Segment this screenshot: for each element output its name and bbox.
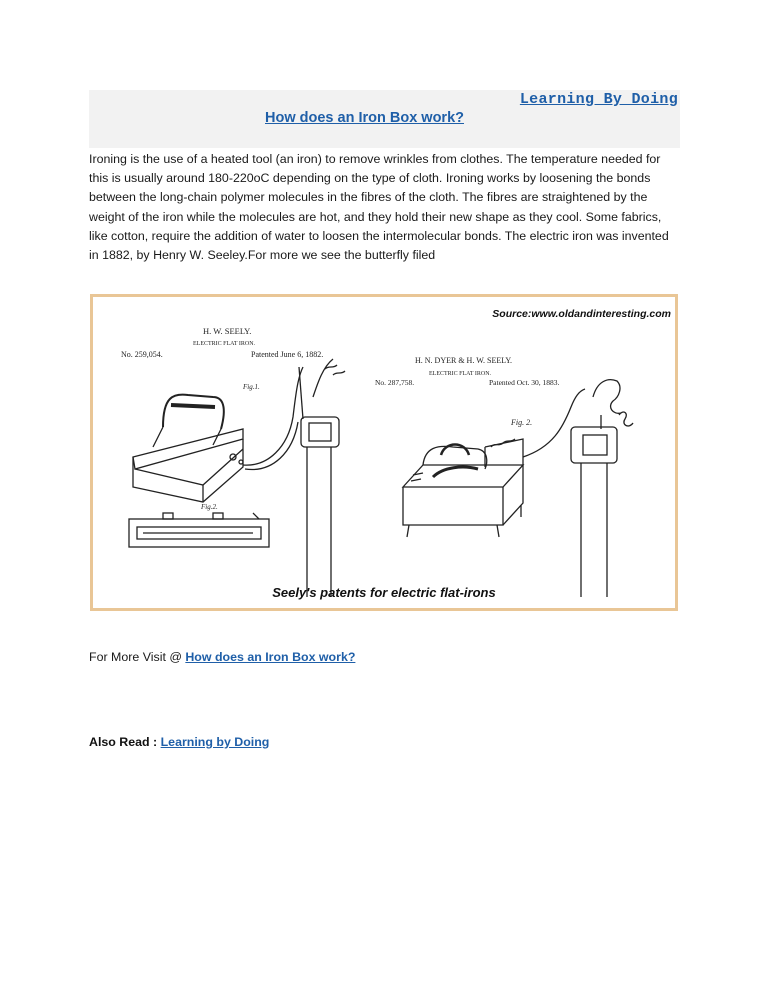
patent2-subtitle: ELECTRIC FLAT IRON. xyxy=(429,371,492,377)
figure-source: Source:www.oldandinteresting.com xyxy=(492,308,671,320)
patent1-fig2: Fig.2. xyxy=(201,503,218,511)
patent2-fig: Fig. 2. xyxy=(511,418,533,427)
patent1-subtitle: ELECTRIC FLAT IRON. xyxy=(193,341,256,347)
iron-drawing-left xyxy=(133,367,303,502)
patent1-date: Patented June 6, 1882. xyxy=(251,350,324,359)
patent-drawings xyxy=(93,297,675,608)
patent2-name: H. N. DYER & H. W. SEELY. xyxy=(415,356,513,365)
intro-paragraph: Ironing is the use of a heated tool (an iron) to remove wrinkles from clothes. The temperature needed for this is usually around 180-220oC depending on the type of cloth. Ironing works by loosening the bonds between the long-chain polymer molecules in the fibres of the cloth. The fibres are straightened by the weight of the iron while the molecules are hot, and they hold their new shape as they cool. Some fabrics, like cotton, require the addition of water to loosen the intermolecular bonds. The electric iron was invented in 1882, by Henry W. Seeley.For more we see the butterfly filed xyxy=(89,152,669,263)
patent-figure xyxy=(90,294,678,611)
page-header xyxy=(89,90,680,148)
patent1-number: No. 259,054. xyxy=(121,350,163,359)
iron-on-stand-drawing xyxy=(403,389,585,537)
visit-link[interactable]: How does an Iron Box work? xyxy=(185,650,356,664)
learning-by-doing-link[interactable]: Learning By Doing xyxy=(519,91,678,108)
patent1-fig1: Fig.1. xyxy=(243,383,260,391)
also-read-line xyxy=(89,735,269,749)
iron-base-plate xyxy=(129,513,269,547)
patent2-date: Patented Oct. 30, 1883. xyxy=(489,378,560,387)
figure-caption: Seely's patents for electric flat-irons xyxy=(272,585,496,600)
also-read-link[interactable]: Learning by Doing xyxy=(160,735,270,749)
also-read-label: Also Read : xyxy=(89,735,161,749)
visit-line xyxy=(89,650,355,664)
wall-plug-left xyxy=(299,359,345,597)
wall-plug-right xyxy=(571,380,633,597)
visit-prefix: For More Visit @ xyxy=(89,650,186,664)
patent2-number: No. 287,758. xyxy=(375,378,415,387)
page-title-link[interactable]: How does an Iron Box work? xyxy=(265,110,464,126)
patent1-name: H. W. SEELY. xyxy=(203,326,252,336)
